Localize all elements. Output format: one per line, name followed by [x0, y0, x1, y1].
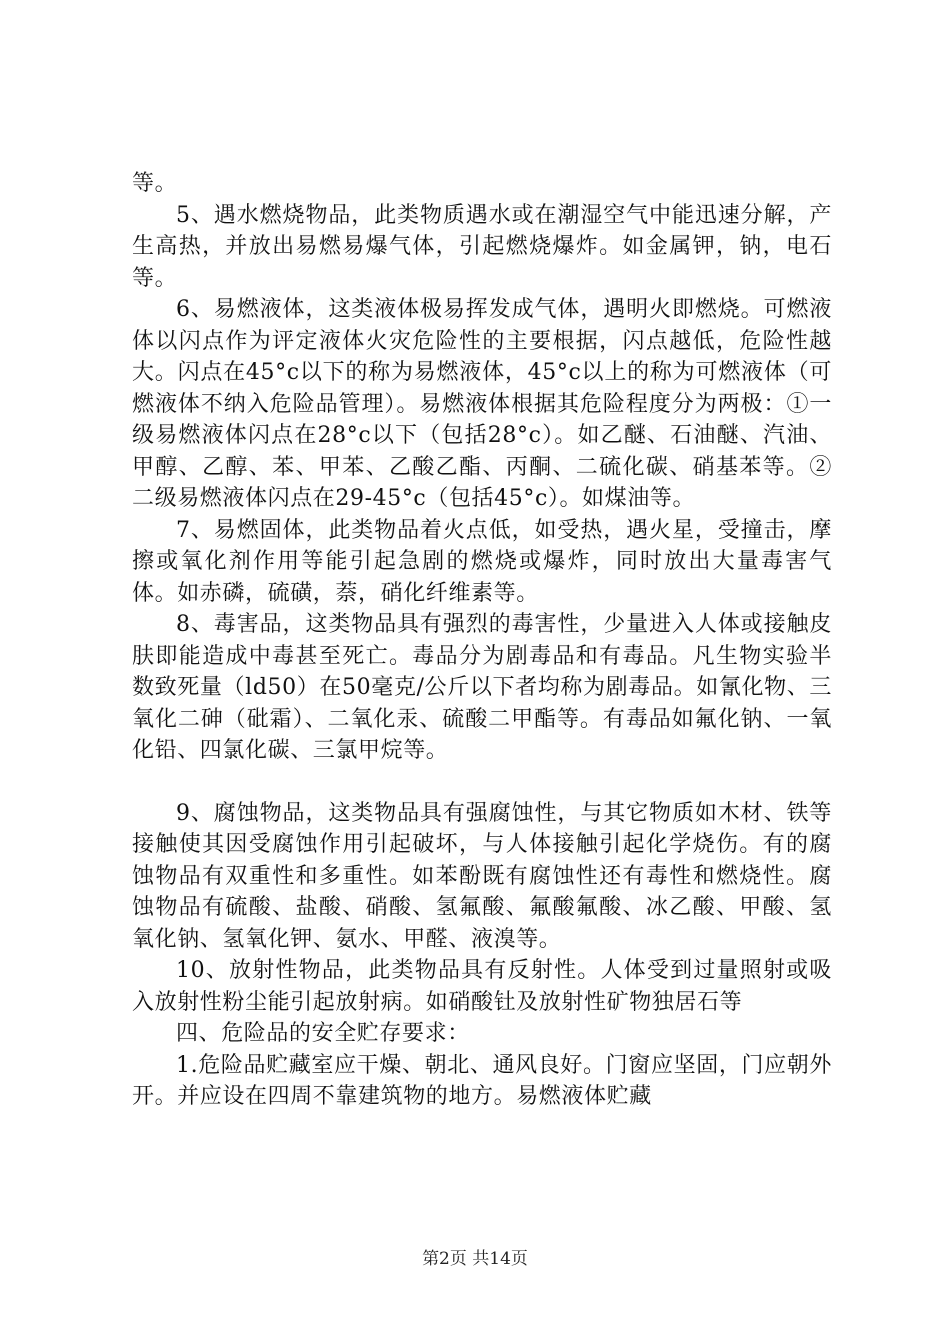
paragraph-item-7: 7、易燃固体，此类物品着火点低，如受热，遇火星，受撞击，摩擦或氧化剂作用等能引起急剧的燃烧或爆炸，同时放出大量毒害气体。如赤磷，硫磺，萘，硝化纤维素等。	[132, 517, 832, 606]
document-body	[132, 168, 832, 1113]
section-heading-storage: 四、危险品的安全贮存要求：	[176, 1021, 470, 1046]
paragraph-storage-1: 1.危险品贮藏室应干燥、朝北、通风良好。门窗应坚固，门应朝外开。并应设在四周不靠建筑物的地方。易燃液体贮藏	[132, 1052, 832, 1109]
paragraph-continuation: 等。	[132, 171, 178, 196]
page-footer: 第2页 共14页	[422, 1249, 528, 1269]
paragraph-spacer	[132, 767, 832, 798]
paragraph-item-5: 5、遇水燃烧物品，此类物质遇水或在潮湿空气中能迅速分解，产生高热，并放出易燃易爆气体，引起燃烧爆炸。如金属钾，钠，电石等。	[132, 202, 832, 291]
paragraph-item-8: 8、毒害品，这类物品具有强烈的毒害性，少量进入人体或接触皮肤即能造成中毒甚至死亡。毒品分为剧毒品和有毒品。凡生物实验半数致死量（ld50）在50毫克/公斤以下者均称为剧毒品。如氰化物、三氧化二砷（砒霜）、二氧化汞、硫酸二甲酯等。有毒品如氟化钠、一氧化铅、四氯化碳、三氯甲烷等。	[132, 612, 832, 763]
paragraph-item-9: 9、腐蚀物品，这类物品具有强腐蚀性，与其它物质如木材、铁等接触使其因受腐蚀作用引起破坏，与人体接触引起化学烧伤。有的腐蚀物品有双重性和多重性。如苯酚既有腐蚀性还有毒性和燃烧性。腐蚀物品有硫酸、盐酸、硝酸、氢氟酸、氟酸氟酸、冰乙酸、甲酸、氢氧化钠、氢氧化钾、氨水、甲醛、液溴等。	[132, 800, 832, 952]
paragraph-item-6: 6、易燃液体，这类液体极易挥发成气体，遇明火即燃烧。可燃液体以闪点作为评定液体火灾危险性的主要根据，闪点越低，危险性越大。闪点在45°c以下的称为易燃液体，45°c以上的称为可燃液体（可燃液体不纳入危险品管理）。易燃液体根据其危险程度分为两极：①一级易燃液体闪点在28°c以下（包括28°c）。如乙醚、石油醚、汽油、甲醇、乙醇、苯、甲苯、乙酸乙酯、丙酮、二硫化碳、硝基苯等。②二级易燃液体闪点在29-45°c（包括45°c）。如煤油等。	[132, 297, 832, 511]
paragraph-item-10: 10、放射性物品，此类物品具有反射性。人体受到过量照射或吸入放射性粉尘能引起放射病。如硝酸钍及放射性矿物独居石等	[132, 958, 832, 1015]
